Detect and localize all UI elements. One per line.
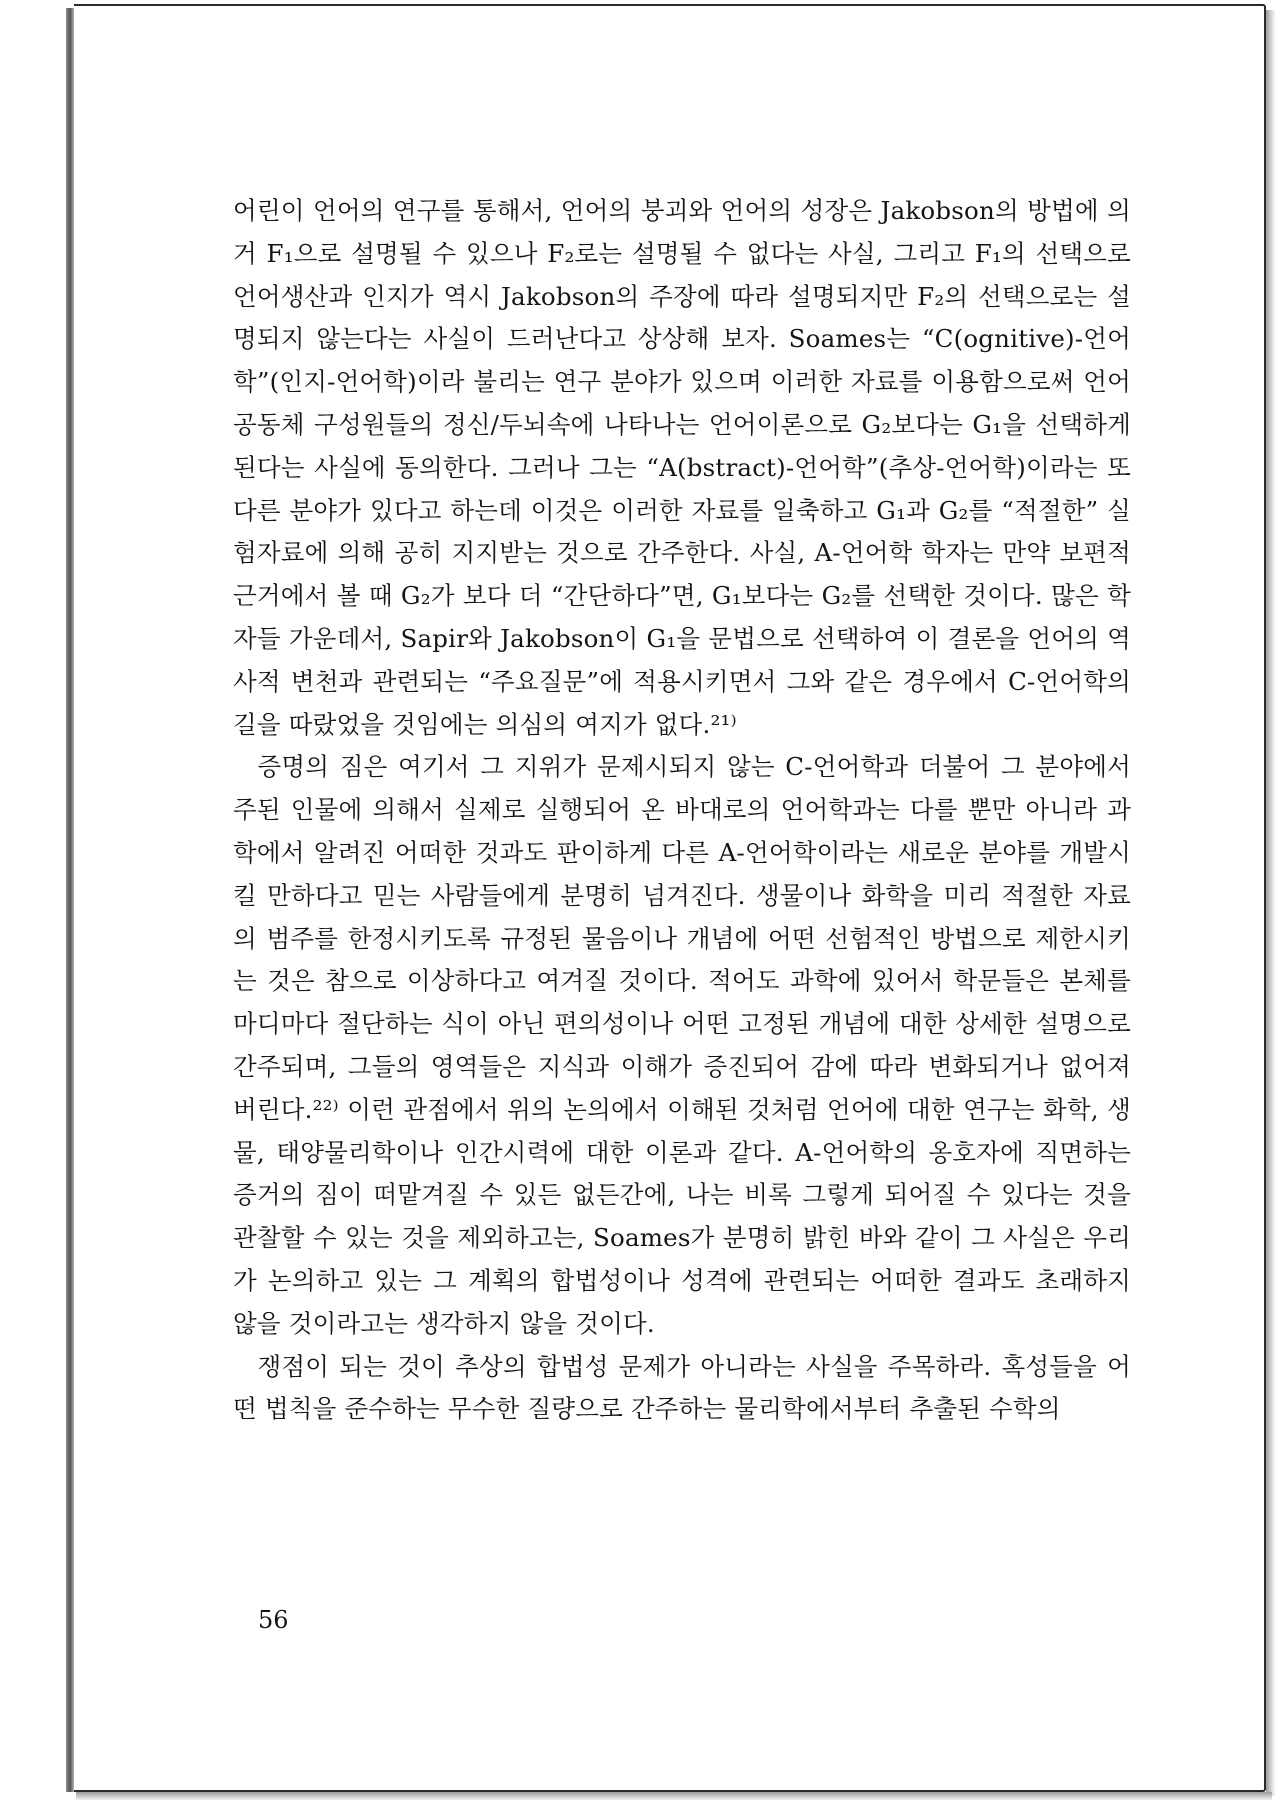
page-right-shadow [1266,10,1276,1796]
body-text [233,190,1131,1431]
paragraph-3: 쟁점이 되는 것이 추상의 합법성 문제가 아니라는 사실을 주목하라. 혹성들을 어떤 법칙을 준수하는 무수한 질량으로 간주하는 물리학에서부터 추출된 수학의 [233,1351,1131,1424]
paragraph-2: 증명의 짐은 여기서 그 지위가 문제시되지 않는 C-언어학과 더불어 그 분야에서 주된 인물에 의해서 실제로 실행되어 온 바대로의 언어학과는 다를 뿐만 아니라 과학에서 알려진 어떠한 것과도 판이하게 다른 A-언어학이라는 새로운 분야를 개발시킬 만하다고 믿는 사람들에게 분명히 넘겨진다. 생물이나 화학을 미리 적절한 자료의 범주를 한정시키도록 규정된 물음이나 개념에 어떤 선험적인 방법으로 제한시키는 것은 참으로 이상하다고 여겨질 것이다. 적어도 과학에 있어서 학문들은 본체를 마디마다 절단하는 식이 아닌 편의성이나 어떤 고정된 개념에 대한 상세한 설명으로 간주되며, 그들의 영역들은 지식과 이해가 증진되어 감에 따라 변화되거나 없어져 버린다.²²⁾ 이런 관점에서 위의 논의에서 이해된 것처럼 언어에 대한 연구는 화학, 생물, 태양물리학이나 인간시력에 대한 이론과 같다. A-언어학의 옹호자에 직면하는 증거의 짐이 떠맡겨질 수 있든 없든간에, 나는 비록 그렇게 되어질 수 있다는 것을 관찰할 수 있는 것을 제외하고는, Soames가 분명히 밝힌 바와 같이 그 사실은 우리가 논의하고 있는 그 계획의 합법성이나 성격에 관련되는 어떠한 결과도 초래하지 않을 것이라고는 생각하지 않을 것이다. [233,752,1131,1338]
paragraph-1: 어린이 언어의 연구를 통해서, 언어의 붕괴와 언어의 성장은 Jakobson의 방법에 의거 F₁으로 설명될 수 있으나 F₂로는 설명될 수 없다는 사실, 그리고 F₁의 선택으로 언어생산과 인지가 역시 Jakobson의 주장에 따라 설명되지만 F₂의 선택으로는 설명되지 않는다는 사실이 드러난다고 상상해 보자. Soames는 “C(ognitive)-언어학”(인지-언어학)이라 불리는 연구 분야가 있으며 이러한 자료를 이용함으로써 언어 공동체 구성원들의 정신/두뇌속에 나타나는 언어이론으로 G₂보다는 G₁을 선택하게 된다는 사실에 동의한다. 그러나 그는 “A(bstract)-언어학”(추상-언어학)이라는 또 다른 분야가 있다고 하는데 이것은 이러한 자료를 일축하고 G₁과 G₂를 “적절한” 실험자료에 의해 공히 지지받는 것으로 간주한다. 사실, A-언어학 학자는 만약 보편적 근거에서 볼 때 G₂가 보다 더 “간단하다”면, G₁보다는 G₂를 선택한 것이다. 많은 학자들 가운데서, Sapir와 Jakobson이 G₁을 문법으로 선택하여 이 결론을 언어의 역사적 변천과 관련되는 “주요질문”에 적용시키면서 그와 같은 경우에서 C-언어학의 길을 따랐었을 것임에는 의심의 여지가 없다.²¹⁾ [233,196,1131,739]
page-number: 56 [258,1606,289,1634]
page-bottom-shadow [76,1792,1272,1800]
